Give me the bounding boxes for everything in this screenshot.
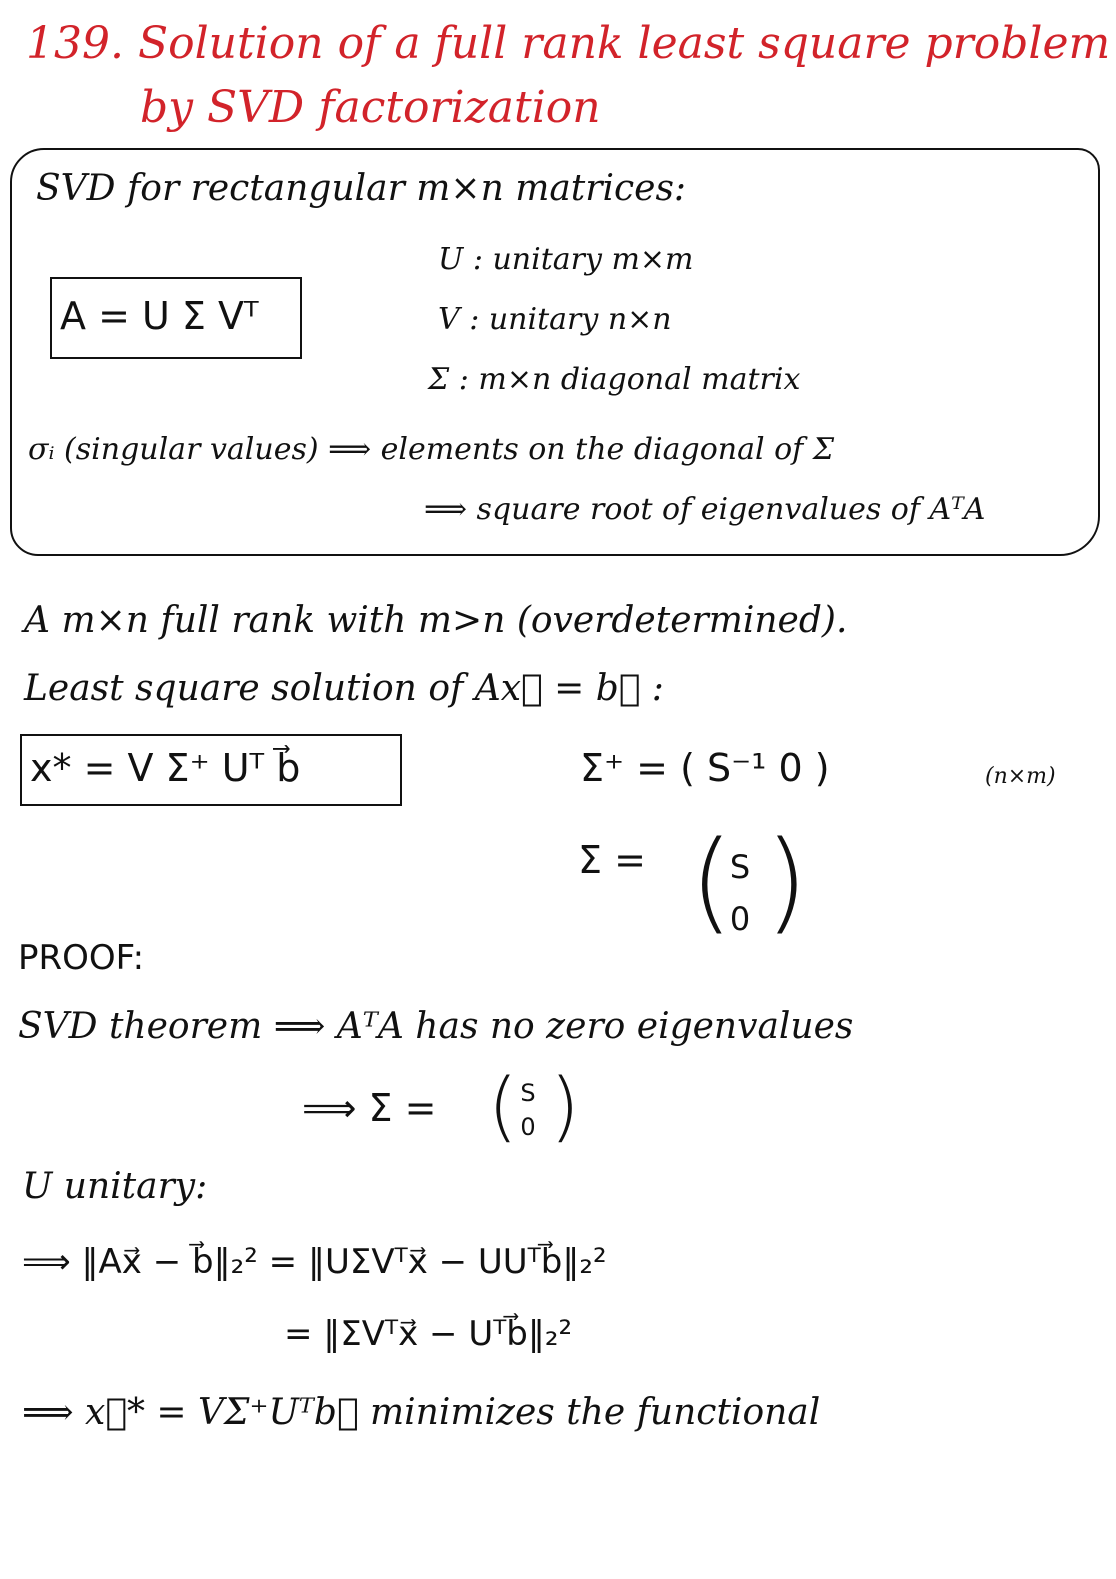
proof-line-5: = ‖ΣVᵀx⃗ − Uᵀb⃗‖₂² (284, 1314, 573, 1354)
svd-formula: A = U Σ Vᵀ (60, 294, 259, 338)
sigma-matrix-right-paren: ) (765, 817, 808, 945)
sigma-matrix (720, 838, 760, 948)
def-u: U : unitary m×m (438, 242, 694, 277)
sigma-matrix-bottom: 0 (729, 900, 751, 938)
proof-matrix (510, 1076, 546, 1144)
sigma-matrix-left-paren: ( (690, 817, 733, 945)
singular-values-line-2: ⟹ square root of eigenvalues of AᵀA (424, 492, 986, 527)
solution-formula: x* = V Σ⁺ Uᵀ b⃗ (30, 746, 301, 790)
proof-line-2-lhs: ⟹ Σ = (302, 1086, 437, 1130)
def-sigma: Σ : m×n diagonal matrix (428, 362, 801, 397)
svd-heading: SVD for rectangular m×n matrices: (36, 168, 687, 209)
statement-line-2: Least square solution of Ax⃗ = b⃗ : (24, 668, 664, 709)
proof-matrix-bottom: 0 (520, 1113, 536, 1141)
def-v: V : unitary n×n (438, 302, 672, 337)
sigma-plus-dimension: (n×m) (985, 764, 1056, 789)
page-subtitle: by SVD factorization (140, 82, 601, 133)
page-title: 139. Solution of a full rank least square problem (26, 18, 1111, 69)
sigma-plus-formula: Σ⁺ = ( S⁻¹ 0 ) (580, 746, 830, 790)
proof-line-6: ⟹ x⃗* = VΣ⁺Uᵀb⃗ minimizes the functional (22, 1392, 821, 1433)
proof-matrix-top: S (520, 1079, 536, 1107)
sigma-lhs: Σ = (578, 838, 646, 882)
sigma-matrix-top: S (729, 848, 751, 886)
singular-values-line: σᵢ (singular values) ⟹ elements on the diagonal of Σ (28, 432, 835, 467)
proof-matrix-left-paren: ( (488, 1061, 518, 1150)
proof-matrix-right-paren: ) (550, 1061, 580, 1150)
proof-heading: PROOF: (18, 938, 145, 978)
proof-line-3: U unitary: (22, 1166, 208, 1207)
statement-line-1: A m×n full rank with m>n (overdetermined). (24, 600, 848, 641)
proof-line-1: SVD theorem ⟹ AᵀA has no zero eigenvalues (18, 1006, 854, 1047)
proof-line-4: ⟹ ‖Ax⃗ − b⃗‖₂² = ‖UΣVᵀx⃗ − UUᵀb⃗‖₂² (22, 1242, 607, 1282)
